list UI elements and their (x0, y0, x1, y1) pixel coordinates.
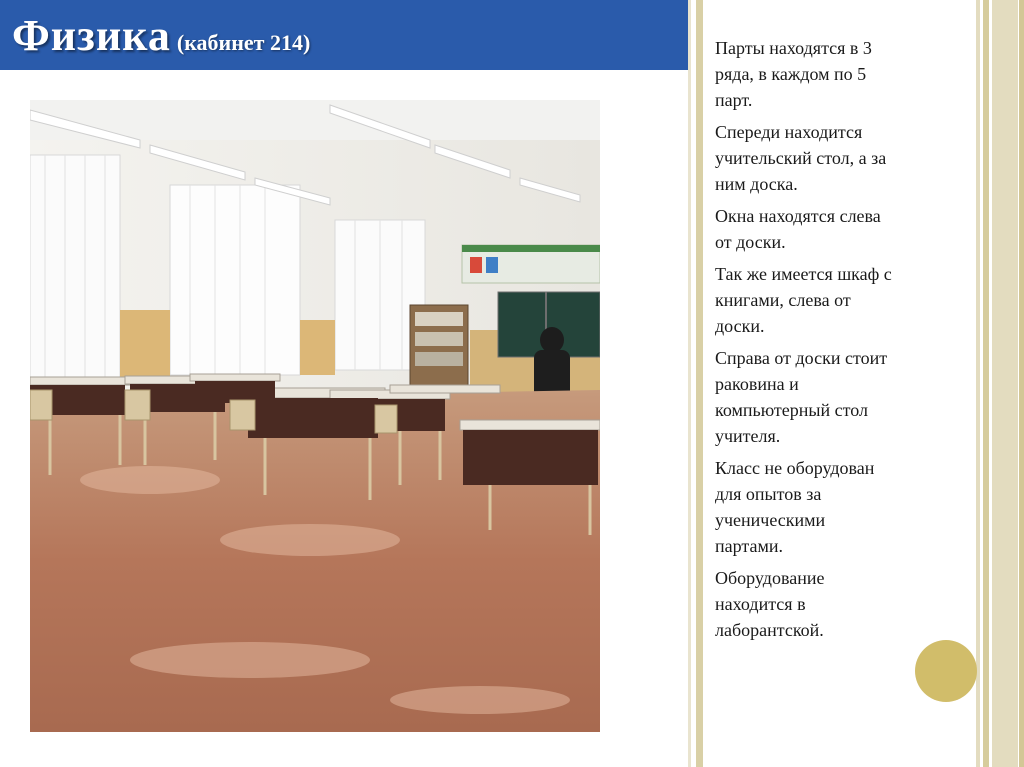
decor-stripe (688, 0, 691, 767)
paragraph: Справа от доски стоит раковина и компьютерный стол учителя. (715, 348, 888, 446)
classroom-photo (30, 100, 600, 732)
decor-stripe (992, 0, 1018, 767)
decor-stripe (983, 0, 989, 767)
decor-circle (915, 640, 977, 702)
paragraph: Окна находятся слева от доски. (715, 206, 881, 252)
paragraph: Спереди находится учительский стол, а за ним доска. (715, 122, 887, 194)
title-sub: (кабинет 214) (176, 30, 311, 55)
title-main: Физика (12, 11, 171, 60)
decor-stripe (1019, 0, 1024, 767)
paragraph: Оборудование находится в лаборантской. (715, 568, 825, 640)
paragraph: Так же имеется шкаф с книгами, слева от доски. (715, 264, 892, 336)
title-bar (0, 0, 688, 70)
slide-title (12, 10, 310, 61)
classroom-illustration (30, 100, 600, 732)
decor-stripe (696, 0, 703, 767)
paragraph: Класс не оборудован для опытов за ученическими партами. (715, 458, 875, 556)
paragraph: Парты находятся в 3 ряда, в каждом по 5 парт. (715, 38, 872, 110)
decor-stripe (976, 0, 980, 767)
description-panel (715, 35, 970, 649)
